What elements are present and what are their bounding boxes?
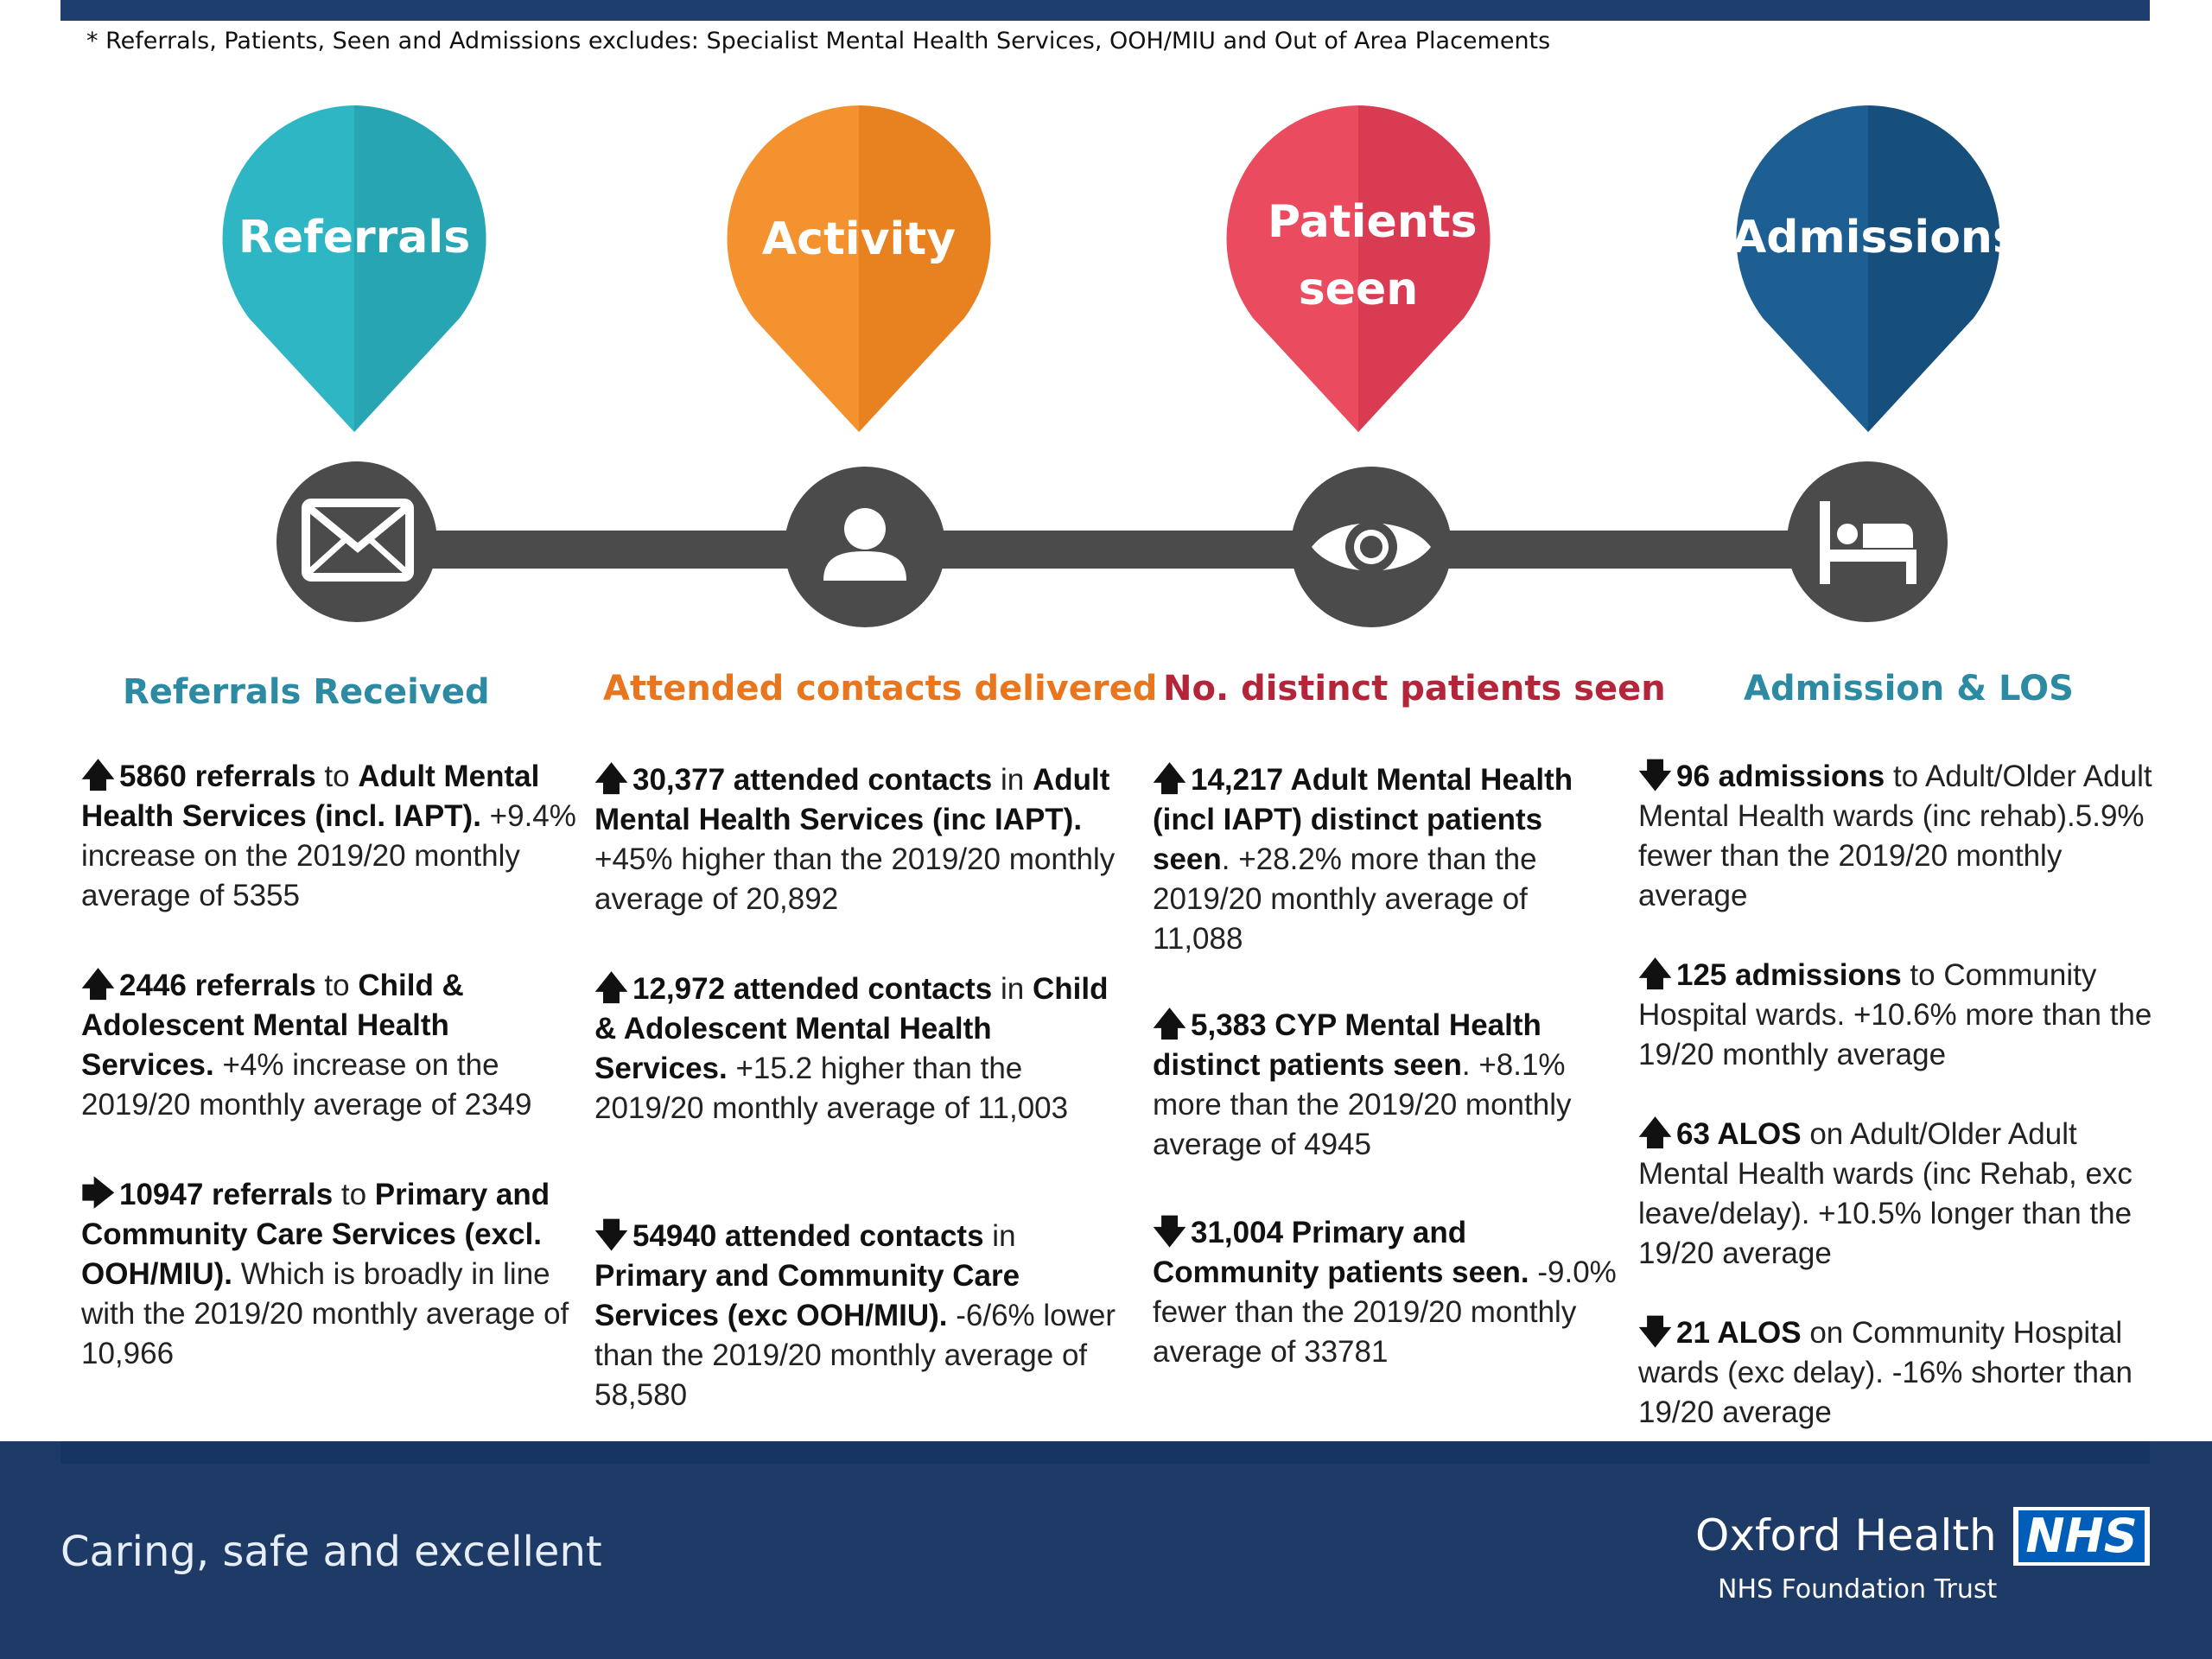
column-heading: Referrals Received (123, 672, 490, 712)
eye-icon (1291, 467, 1452, 627)
stat-item: 🡅 14,217 Adult Mental Health (incl IAPT) distinct patients seen. +28.2% more than the 2019/20 monthly average of 11,088 (1153, 760, 1573, 956)
stat-item: 🡇 31,004 Primary and Community patients seen. -9.0% fewer than the 2019/20 monthly average of 33781 (1153, 1212, 1617, 1369)
person-icon (785, 467, 945, 627)
column-admissions (1638, 665, 2157, 1429)
arrow-right-icon: 🡆 (81, 1174, 116, 1212)
timeline-bar (328, 531, 1901, 569)
stat-item: 🡇 96 admissions to Adult/Older Adult Mental Health wards (inc rehab).5.9% fewer than the 2019/20 monthly average (1638, 756, 2152, 912)
stat-item: 🡇 54940 attended contacts in Primary and Community Care Services (exc OOH/MIU). -6/6% lower than the 2019/20 monthly average of 58,580 (594, 1216, 1116, 1412)
stat-item: 🡅 63 ALOS on Adult/Older Adult Mental Health wards (inc Rehab, exc leave/delay). +10.5% longer than the 19/20 average (1638, 1114, 2133, 1270)
arrow-up-icon: 🡅 (1153, 1005, 1187, 1043)
org-name: Oxford Health (1695, 1510, 1997, 1560)
arrow-down-icon: 🡇 (594, 1216, 629, 1254)
arrow-up-icon: 🡅 (1153, 760, 1187, 798)
nhs-logo: NHS (2013, 1507, 2150, 1566)
tagline: Caring, safe and excellent (60, 1528, 602, 1576)
stat-item: 🡇 21 ALOS on Community Hospital wards (exc delay). -16% shorter than 19/20 average (1638, 1313, 2133, 1429)
stat-item: 🡅 12,972 attended contacts in Child & Adolescent Mental Health Services. +15.2 higher than the 2019/20 monthly average of 11,003 (594, 969, 1109, 1125)
pin-label: Referrals (238, 212, 471, 264)
arrow-up-icon: 🡅 (81, 756, 116, 794)
column-activity (594, 665, 1158, 1412)
pin-referrals (218, 102, 491, 439)
stat-item: 🡅 5,383 CYP Mental Health distinct patients seen. +8.1% more than the 2019/20 monthly average of 4945 (1153, 1005, 1572, 1161)
pin-patients-seen (1222, 102, 1495, 439)
pin-label: Activity (761, 213, 957, 265)
stat-item: 🡅 125 admissions to Community Hospital wards. +10.6% more than the 19/20 monthly average (1638, 955, 2152, 1071)
column-heading: No. distinct patients seen (1163, 669, 1666, 709)
column-referrals (81, 665, 582, 1370)
arrow-down-icon: 🡇 (1153, 1212, 1187, 1250)
pin-activity (722, 102, 995, 439)
arrow-up-icon: 🡅 (594, 969, 629, 1007)
arrow-up-icon: 🡅 (594, 760, 629, 798)
envelope-icon (276, 461, 437, 622)
arrow-up-icon: 🡅 (81, 965, 116, 1003)
arrow-up-icon: 🡅 (1638, 1114, 1673, 1152)
arrow-down-icon: 🡇 (1638, 1313, 1673, 1351)
arrow-up-icon: 🡅 (1638, 955, 1673, 993)
column-heading: Admission & LOS (1744, 669, 2074, 709)
footer-line (60, 1441, 2150, 1464)
stat-item: 🡅 2446 referrals to Child & Adolescent Mental Health Services. +4% increase on the 2019/20 monthly average of 2349 (81, 965, 532, 1122)
stat-item: 🡆 10947 referrals to Primary and Community Care Services (excl. OOH/MIU). Which is broadly in line with the 2019/20 monthly average of 10,966 (81, 1174, 569, 1370)
timeline (0, 0, 2212, 674)
footnote: * Referrals, Patients, Seen and Admissions excludes: Specialist Mental Health Services, OOH/MIU and Out of Area Placements (86, 28, 1551, 54)
stat-item: 🡅 5860 referrals to Adult Mental Health Services (incl. IAPT). +9.4% increase on the 2019/20 monthly average of 5355 (81, 756, 576, 912)
column-patients-seen (1153, 665, 1666, 1369)
pin-admissions (1732, 102, 2019, 439)
bed-icon (1787, 461, 1948, 622)
arrow-down-icon: 🡇 (1638, 756, 1673, 794)
pin-label: Patients seen (1268, 196, 1478, 315)
column-heading: Attended contacts delivered (603, 669, 1158, 709)
stat-item: 🡅 30,377 attended contacts in Adult Mental Health Services (inc IAPT). +45% higher than the 2019/20 monthly average of 20,892 (594, 760, 1116, 916)
org-subtitle: NHS Foundation Trust (1718, 1574, 1998, 1605)
pin-label: Admissions (1732, 212, 2019, 264)
